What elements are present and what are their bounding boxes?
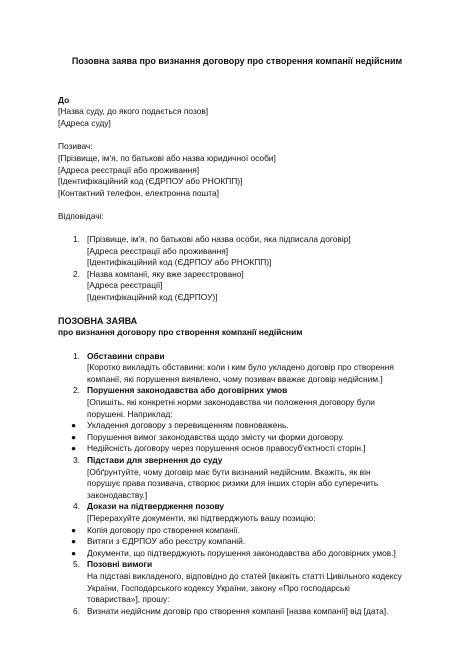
bullet-text: Укладення договору з перевищенням повноважень. — [87, 420, 289, 431]
section-2-line-1: [Опишіть, які конкретні норми законодавства чи положення договору були — [87, 397, 375, 408]
section-4-line-1: [Перерахуйте документи, які підтверджують вашу позицію: — [87, 513, 316, 523]
section-4-bullet-2 — [58, 536, 416, 548]
section-5-line-3: товариства»], прошу: — [87, 594, 170, 605]
bullet-text: Документи, що підтверджують порушення законодавства або договірних умов.] — [87, 547, 396, 558]
plaintiff-heading: Позивач: — [58, 141, 93, 152]
section-4-bullet-3 — [58, 548, 416, 560]
bullet-icon: ● — [71, 536, 77, 547]
section-3-number: 3. — [73, 455, 80, 466]
plaintiff-name: [Прізвище, ім'я, по батькові або назва юридичної особи] — [58, 152, 276, 163]
section-4-bullet-1 — [58, 525, 416, 537]
defendant-2-address: [Адреса реєстрації] — [87, 280, 163, 291]
document-title: Позовна заява про визнання договору про створення компанії недійсним — [71, 56, 403, 66]
section-2-heading: Порушення законодавства або договірних умов — [87, 385, 288, 396]
section-2-bullet-2 — [58, 432, 416, 444]
section-6 — [58, 606, 416, 618]
defendant-1-number: 1. — [73, 233, 80, 244]
bullet-icon: ● — [71, 431, 77, 442]
section-4 — [58, 501, 416, 524]
claim-heading-block — [58, 316, 416, 339]
court-block — [58, 95, 416, 130]
section-3-line-3: законодавству.] — [87, 489, 148, 500]
bullet-icon: ● — [71, 547, 77, 558]
section-3-heading: Підстави для звернення до суду — [87, 455, 223, 466]
court-name: [Назва суду, до якого подається позов] — [58, 106, 209, 117]
section-3 — [58, 455, 416, 501]
defendants-heading: Відповідачі: — [58, 211, 104, 222]
claim-title: ПОЗОВНА ЗАЯВА — [58, 315, 138, 326]
bullet-text: Витяги з ЄДРПОУ або реєстру компаній. — [87, 536, 246, 547]
plaintiff-address: [Адреса реєстрації або проживання] — [58, 164, 200, 175]
bullet-icon: ● — [71, 443, 77, 454]
defendant-1-name: [Прізвище, ім'я, по батькові або назва особи, яка підписала договір] — [87, 233, 351, 244]
bullet-text: Копія договору про створення компанії. — [87, 524, 241, 535]
section-3-line-1: [Обґрунтуйте, чому договір має бути визнаний недійсним. Вкажіть, як він — [87, 466, 371, 477]
defendant-1-address: [Адреса реєстрації або проживання] — [87, 245, 229, 256]
defendant-2-name: [Назва компанії, яку вже зареєстровано] — [87, 268, 244, 279]
bullet-text: Порушення вимог законодавства щодо змісту чи форми договору. — [87, 431, 345, 442]
defendant-2-number: 2. — [73, 268, 80, 279]
section-1-number: 1. — [73, 350, 80, 361]
section-1-line-2: компанії, які порушення виявлено, чому позивач вважає договір недійсним.] — [87, 373, 383, 384]
section-5-number: 5. — [73, 559, 80, 570]
defendant-1-id: [Ідентифікаційний код (ЄДРПОУ або РНОКПП)] — [87, 257, 272, 268]
section-5-heading: Позовні вимоги — [87, 559, 153, 570]
bullet-icon: ● — [71, 420, 77, 431]
section-2-bullet-3 — [58, 443, 416, 455]
defendant-2 — [58, 269, 416, 304]
defendant-1 — [58, 234, 416, 269]
section-2 — [58, 385, 416, 420]
section-1 — [58, 351, 416, 386]
section-2-number: 2. — [73, 385, 80, 396]
bullet-text: Недійсність договору через порушення основ правосуб'єктності сторін.] — [87, 443, 366, 454]
section-5-line-2: України, Господарського кодексу України, закону «Про господарські — [87, 582, 350, 593]
defendants-block — [58, 211, 416, 303]
court-address: [Адреса суду] — [58, 117, 111, 128]
section-6-number: 6. — [73, 605, 80, 616]
section-3-line-2: порушує права позивача, створює ризики для інших сторін або суперечить — [87, 478, 379, 489]
claim-sections — [58, 351, 416, 618]
bullet-icon: ● — [71, 524, 77, 535]
claim-subtitle: про визнання договору про створення компанії недійсним — [58, 327, 303, 338]
section-4-heading: Докази на підтвердження позову — [87, 501, 225, 512]
section-4-number: 4. — [73, 501, 80, 512]
section-1-heading: Обставини справи — [87, 350, 165, 361]
section-5 — [58, 559, 416, 605]
court-heading: До — [58, 94, 70, 105]
section-5-line-1: На підставі викладеного, відповідно до статей [вкажіть статті Цивільного кодексу — [87, 570, 402, 581]
plaintiff-contacts: [Контактний телефон, електронна пошта] — [58, 187, 219, 198]
section-1-line-1: [Коротко викладіть обставини: коли і ким було укладено договір про створення — [87, 362, 394, 373]
section-2-bullet-1 — [58, 420, 416, 432]
plaintiff-id: [Ідентифікаційний код (ЄДРПОУ або РНОКПП)] — [58, 176, 243, 187]
section-6-text: Визнати недійсним договір про створення компанії [назва компанії] від [дата]. — [87, 605, 389, 616]
defendant-2-id: [Ідентифікаційний код (ЄДРПОУ)] — [87, 291, 218, 302]
section-2-line-2: порушені. Наприклад: — [87, 408, 173, 419]
plaintiff-block — [58, 141, 416, 199]
